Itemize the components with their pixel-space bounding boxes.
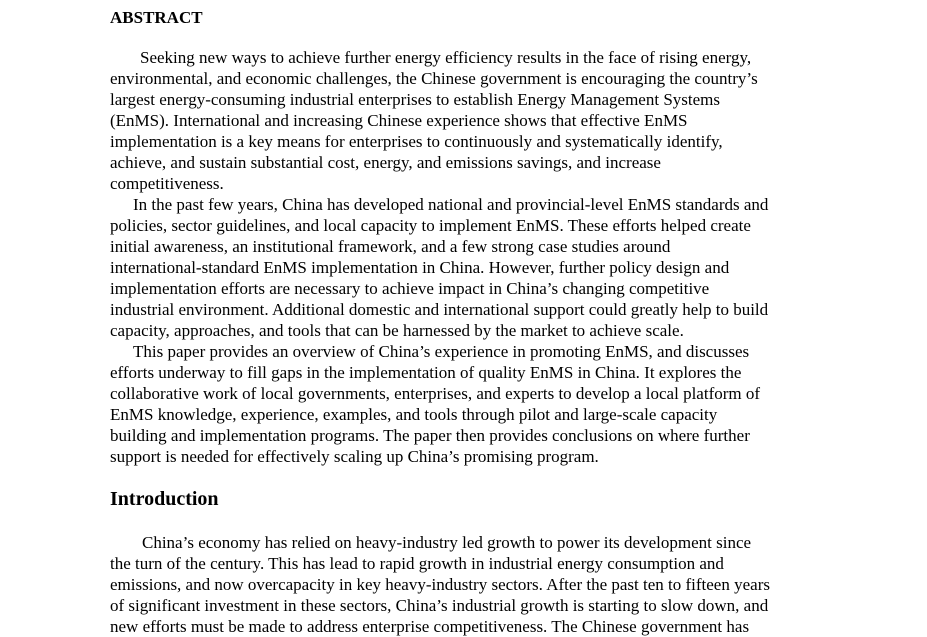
text-line: efforts underway to fill gaps in the implementation of quality EnMS in China. It explores the [110,363,742,382]
abstract-paragraph-2 [110,194,850,341]
text-line: industrial environment. Additional domestic and international support could greatly help to build [110,300,769,319]
text-line: policies, sector guidelines, and local capacity to implement EnMS. These efforts helped create [110,216,751,235]
text-line: capacity, approaches, and tools that can be harnessed by the market to achieve scale. [110,321,684,340]
introduction-paragraph [110,532,850,637]
text-line: China’s economy has relied on heavy-industry led growth to power its development since [142,533,752,552]
abstract-paragraph-3 [110,341,850,467]
text-line: environmental, and economic challenges, the Chinese government is encouraging the country’s [110,69,758,88]
text-line: emissions, and now overcapacity in key heavy-industry sectors. After the past ten to fifteen years [110,575,770,594]
text-line: building and implementation programs. The paper then provides conclusions on where further [110,426,750,445]
text-line: implementation efforts are necessary to achieve impact in China’s changing competitive [110,279,710,298]
text-line: international-standard EnMS implementation in China. However, further policy design and [110,258,730,277]
text-line: Seeking new ways to achieve further energy efficiency results in the face of rising energy, [140,48,752,67]
text-line: This paper provides an overview of China’s experience in promoting EnMS, and discusses [133,342,750,361]
abstract-heading: ABSTRACT [110,8,203,27]
abstract-paragraph-1 [110,47,850,194]
text-line: collaborative work of local governments, enterprises, and experts to develop a local platform of [110,384,761,403]
text-line: new efforts must be made to address enterprise competitiveness. The Chinese government has [110,617,750,636]
text-line: support is needed for effectively scaling up China’s promising program. [110,447,599,466]
text-line: the turn of the century. This has lead to rapid growth in industrial energy consumption and [110,554,724,573]
text-line: implementation is a key means for enterprises to continuously and systematically identify, [110,132,723,151]
text-line: (EnMS). International and increasing Chinese experience shows that effective EnMS [110,111,688,130]
text-line: of significant investment in these sectors, China’s industrial growth is starting to slow down, and [110,596,769,615]
introduction-heading: Introduction [110,488,219,510]
text-line: initial awareness, an institutional framework, and a few strong case studies around [110,237,671,256]
text-line: competitiveness. [110,174,224,193]
text-line: achieve, and sustain substantial cost, energy, and emissions savings, and increase [110,153,661,172]
text-line: In the past few years, China has developed national and provincial-level EnMS standards and [133,195,769,214]
text-line: largest energy-consuming industrial enterprises to establish Energy Management Systems [110,90,720,109]
text-line: EnMS knowledge, experience, examples, and tools through pilot and large-scale capacity [110,405,718,424]
